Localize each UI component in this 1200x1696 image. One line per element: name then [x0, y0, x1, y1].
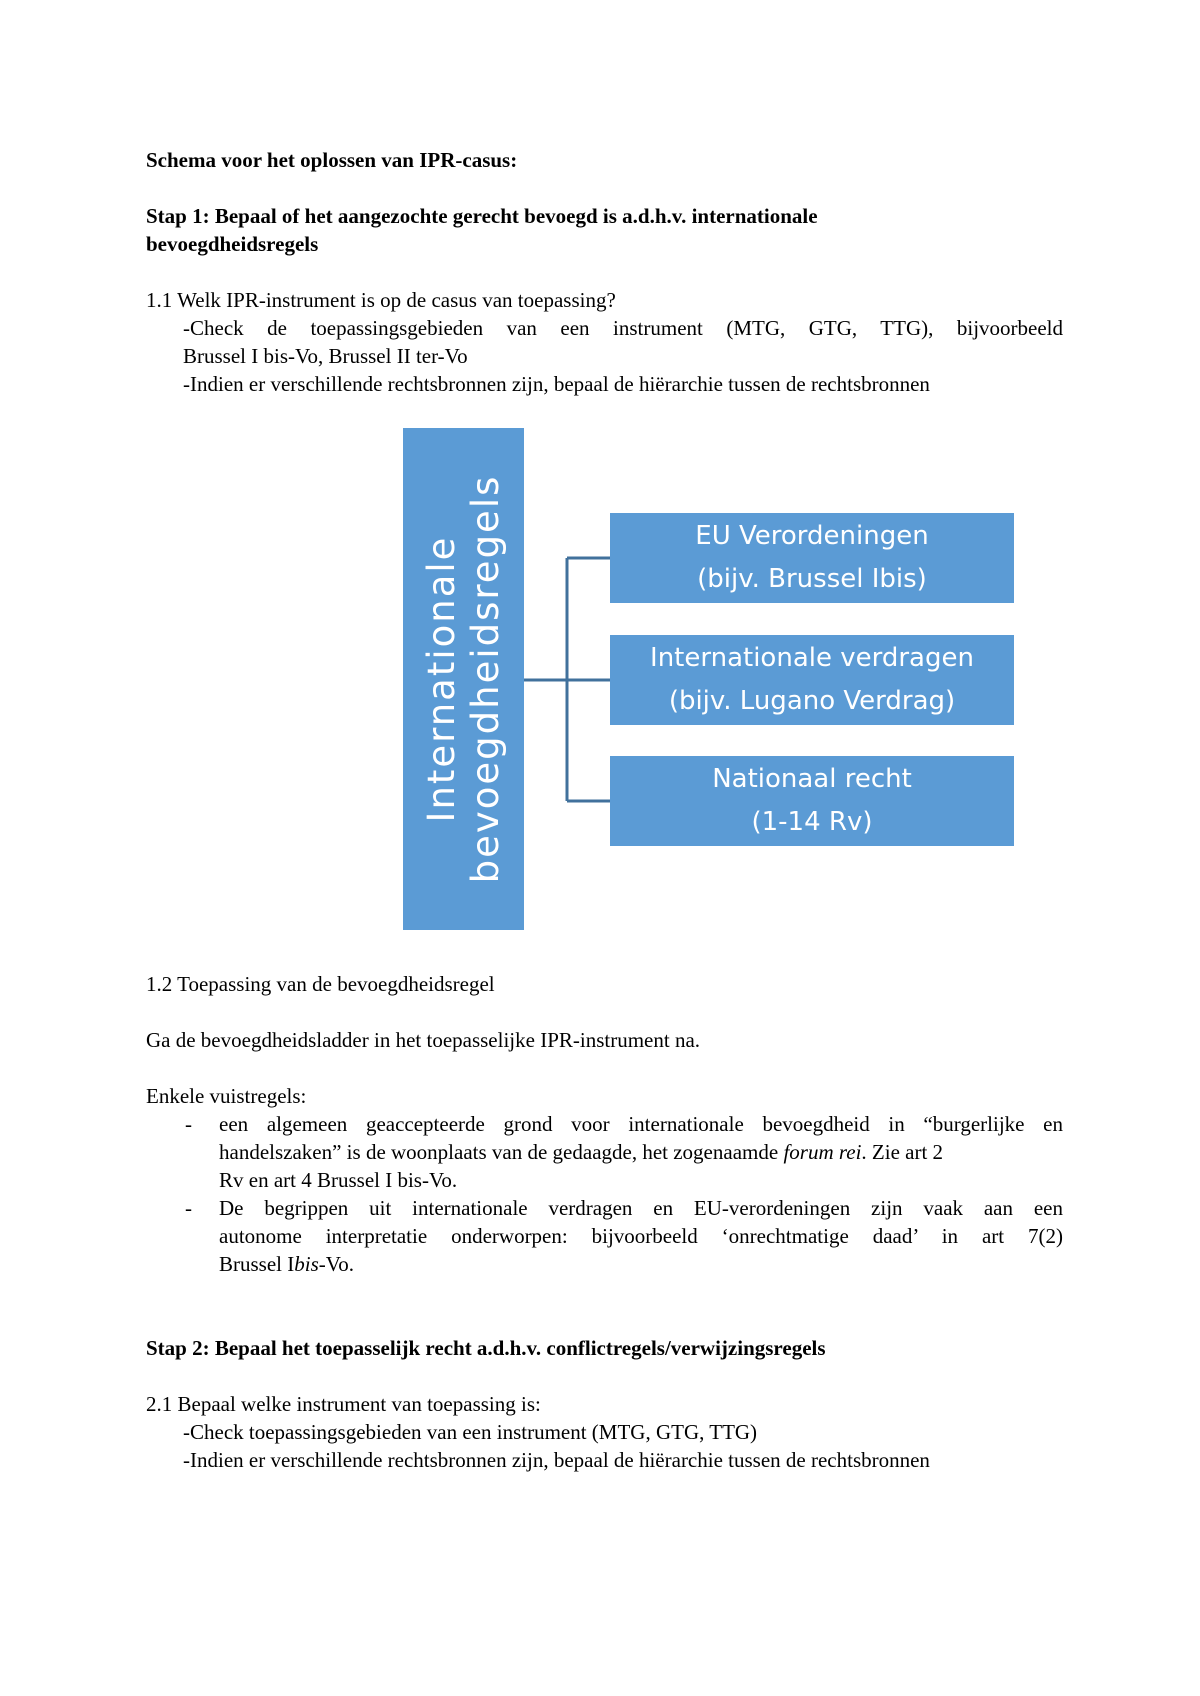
bullet-2-bis: bis — [294, 1252, 319, 1276]
question-1-1-hierarchy: -Indien er verschillende rechtsbronnen zijn, bepaal de hiërarchie tussen de rechtsbronnen — [183, 372, 930, 396]
diagram-child-eu-line2: (bijv. Brussel Ibis) — [697, 564, 927, 594]
ladder-text: Ga de bevoegdheidsladder in het toepasselijke IPR-instrument na. — [146, 1028, 701, 1052]
page-title: Schema voor het oplossen van IPR-casus: — [146, 148, 518, 172]
question-2-1-hierarchy: -Indien er verschillende rechtsbronnen zijn, bepaal de hiërarchie tussen de rechtsbronnen — [183, 1448, 930, 1472]
question-1-2: 1.2 Toepassing van de bevoegdheidsregel — [146, 972, 495, 996]
diagram-root-line1: Internationale — [419, 535, 463, 823]
diagram-child-verdragen-line2: (bijv. Lugano Verdrag) — [668, 686, 956, 716]
bullet-marker-2: - — [185, 1196, 192, 1220]
diagram-root-line2: bevoegdheidsregels — [463, 474, 507, 884]
diagram-child-eu — [610, 513, 1014, 603]
stap1-heading-line1: Stap 1: Bepaal of het aangezochte gerecht bevoegd is a.d.h.v. internationale — [146, 204, 818, 228]
stap1-heading-line2: bevoegdheidsregels — [146, 232, 319, 256]
diagram-child-verdragen — [610, 635, 1014, 725]
bullet-2-line3-pre: Brussel I — [219, 1252, 295, 1276]
diagram-child-nationaal-line1: Nationaal recht — [712, 764, 912, 794]
question-1-1-check-line1: -Check de toepassingsgebieden van een instrument (MTG, GTG, TTG), bijvoorbeeld — [183, 316, 1063, 340]
diagram-child-nationaal-line2: (1-14 Rv) — [751, 807, 873, 837]
bullet-2-line3 — [219, 1250, 354, 1278]
diagram-root-box — [403, 428, 524, 930]
bullet-1-line2-post: . Zie art 2 — [861, 1140, 944, 1164]
bullet-2-line3-post: -Vo. — [318, 1252, 354, 1276]
bullet-2-line1: De begrippen uit internationale verdragen en EU-verordeningen zijn vaak aan een — [219, 1196, 1063, 1220]
vuistregels-heading: Enkele vuistregels: — [146, 1084, 307, 1108]
question-1-1: 1.1 Welk IPR-instrument is op de casus van toepassing? — [146, 288, 616, 312]
bullet-2-line2: autonome interpretatie onderworpen: bijvoorbeeld ‘onrechtmatige daad’ in art 7(2) — [219, 1224, 1063, 1248]
bullet-marker-1: - — [185, 1112, 192, 1136]
bullet-1-line1: een algemeen geaccepteerde grond voor internationale bevoegdheid in “burgerlijke en — [219, 1112, 1063, 1136]
bullet-1-line2 — [219, 1138, 943, 1166]
question-2-1-check: -Check toepassingsgebieden van een instrument (MTG, GTG, TTG) — [183, 1420, 758, 1444]
diagram-root-label — [420, 429, 508, 929]
diagram-child-nationaal — [610, 756, 1014, 846]
question-2-1: 2.1 Bepaal welke instrument van toepassing is: — [146, 1392, 541, 1416]
bullet-1-line2-pre: handelszaken” is de woonplaats van de gedaagde, het zogenaamde — [219, 1140, 784, 1164]
bullet-1-line3: Rv en art 4 Brussel I bis-Vo. — [219, 1168, 458, 1192]
question-1-1-check-line2: Brussel I bis-Vo, Brussel II ter-Vo — [183, 344, 468, 368]
bullet-1-forum-rei: forum rei — [783, 1140, 862, 1164]
diagram-child-eu-line1: EU Verordeningen — [695, 521, 929, 551]
stap2-heading: Stap 2: Bepaal het toepasselijk recht a.d.h.v. conflictregels/verwijzingsregels — [146, 1336, 826, 1360]
diagram-child-verdragen-line1: Internationale verdragen — [650, 643, 974, 673]
